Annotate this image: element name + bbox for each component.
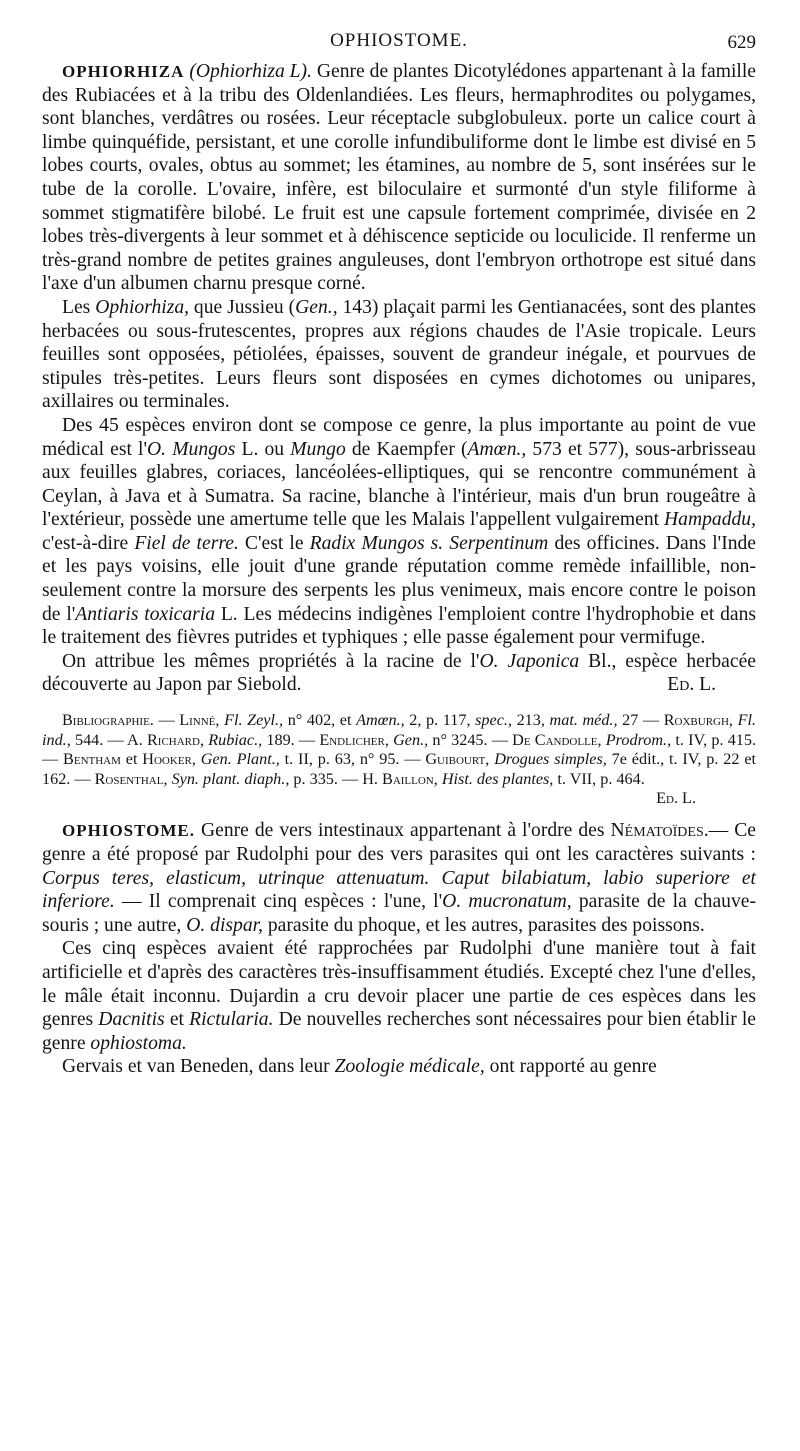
italic-run: O. mucronatum, xyxy=(442,891,572,913)
text-run: t. IV, p. 415. — xyxy=(42,730,757,769)
bibliography-label: Bibliographie. xyxy=(62,711,154,730)
italic-run: ophiostoma. xyxy=(90,1032,187,1054)
text-run: 573 et 577), sous-arbrisseau aux feuilles glabres, coriaces, lancéolées-elliptiques, qui se rencontre communément à Ceylan, à Java et à Sumatra. Sa racine, blanche à l'intérieur, mais d'un brun rougeâtre à l'extérieur, possède une amertume telle que les Malais l'appellent vulgairement xyxy=(42,438,756,531)
italic-run: Gen., xyxy=(393,730,429,749)
text-run: n° 402, et xyxy=(283,711,357,730)
text-run: L. ou xyxy=(235,438,291,460)
text-run: — Il comprenait cinq espèces : l'une, l' xyxy=(114,891,443,913)
text-run: 2, p. 117, xyxy=(404,711,476,730)
author-name: Roxburgh, xyxy=(663,711,733,730)
italic-run: O. Japonica xyxy=(479,650,580,672)
text-run: t. II, p. 63, n° 95. — xyxy=(279,750,426,769)
italic-run: Gen., xyxy=(295,296,338,318)
ophiostome-paragraph-1 xyxy=(42,819,756,937)
text-run: p. 335. — H. xyxy=(289,769,383,788)
text-run: 213, xyxy=(511,711,550,730)
italic-run: Drogues simples, xyxy=(494,750,607,769)
running-title: OPHIOSTOME. xyxy=(330,30,468,51)
text-run: Genre de plantes Dicotylédones appartenant à la famille des Rubiacées et à la tribu des Oldenlandiées. Les fleurs, hermaphrodites ou polygames, sont blanches, verdâtres ou rosées. Leur réceptacle subglobuleux. porte un calice court à limbe quinquéfide, persistant, et une corolle infundibuliforme dont le limbe est divisé en 5 lobes courts, ovales, obtus au sommet; les étamines, au nombre de 5, sont insérées sur le tube de la corolle. L'ovaire, infère, est biloculaire et surmonté d'un style filiforme à sommet stigmatifère bilobé. Le fruit est une capsule fortement comprimée, divisée en 2 lobes très-divergents à leur sommet et à déhiscence septicide ou loculicide. Il renferme un très-grand nombre de petites graines anguleuses, dont l'embryon orthotrope est situé dans l'axe d'un albumen charnu presque corné. xyxy=(42,61,756,295)
italic-run: Antiaris toxicaria xyxy=(75,603,216,625)
entry-ophiostome xyxy=(42,819,756,1079)
text-run: et xyxy=(164,1009,190,1031)
ophiostome-paragraph-2 xyxy=(42,937,756,1055)
bibliography xyxy=(42,711,757,808)
text-run: parasite du phoque, et les autres, parasites des poissons. xyxy=(262,914,705,936)
text-run: 189. — xyxy=(262,730,320,749)
italic-run: Dacnitis xyxy=(98,1009,165,1031)
text-run: Ces cinq espèces avaient été rapprochées par Rudolphi d'une manière tout à fait artificielle et d'après des caractères très-insuffisamment étudiés. Excepté chez l'une d'elles, le mâle était inconnu. Dujardin a cru devoir placer une partie de ces espèces dans les genres xyxy=(42,938,756,1031)
text-run: n° 3245. — xyxy=(428,730,513,749)
text-run: — Ce genre a été proposé par Rudolphi pour des vers parasites qui ont les caractères suivants : xyxy=(42,820,756,865)
italic-run: Prodrom., xyxy=(605,730,672,749)
page-number: 629 xyxy=(727,32,756,53)
ophiostome-paragraph-3 xyxy=(42,1055,756,1079)
italic-run: O. dispar, xyxy=(186,914,263,936)
italic-run: Syn. plant. diaph., xyxy=(171,769,290,788)
text-run: que Jussieu ( xyxy=(189,296,296,318)
italic-run: Rictularia. xyxy=(189,1009,274,1031)
ophiorhiza-paragraph-3 xyxy=(42,414,756,650)
text-run: 27 — xyxy=(617,711,664,730)
text-run: Bl., espèce herbacée découverte au Japon par Siebold. xyxy=(42,650,756,696)
text-run: Des 45 espèces environ dont se compose ce genre, la plus importante au point de vue médical est l' xyxy=(42,414,756,460)
author-name: Endlicher, xyxy=(319,730,389,749)
smallcaps-run: Nématoïdes. xyxy=(610,820,709,842)
italic-run: Ophiorhiza, xyxy=(95,296,190,318)
italic-run: Amœn., xyxy=(467,438,527,460)
italic-run: Hist. des plantes, xyxy=(441,769,554,788)
italic-run: Fl. Zeyl., xyxy=(224,711,284,730)
italic-run: Corpus teres, elasticum, utrinque attenuatum. Caput bilabiatum, labio superiore et inferiore. xyxy=(42,867,756,913)
latin-name: (Ophiorhiza L). xyxy=(189,61,312,82)
ophiorhiza-paragraph-1 xyxy=(42,60,756,296)
author-name: Linné, xyxy=(179,711,220,730)
text-run: L. Les médecins indigènes l'emploient contre l'hydrophobie et dans le traitement des fièvres putrides et typhiques ; elle passe également pour vermifuge. xyxy=(42,603,756,649)
text-run: parasite de la chauve-souris ; une autre, xyxy=(42,891,756,936)
italic-run: Radix Mungos s. Serpentinum xyxy=(309,532,549,554)
text-run: de Kaempfer ( xyxy=(345,438,468,460)
author-signature: Ed. L. xyxy=(667,674,716,696)
italic-run: Fiel de terre. xyxy=(134,532,239,554)
author-name: Bentham xyxy=(63,750,121,769)
text-run: Les xyxy=(62,296,96,318)
bibliography-signature: Ed. L. xyxy=(656,789,696,808)
entry-ophiorhiza xyxy=(42,60,757,808)
text-run: 7e édit., t. IV, p. 22 et 162. — xyxy=(42,750,757,788)
author-name: Hooker, xyxy=(142,750,196,769)
text-run: des officines. Dans l'Inde et les pays voisins, elle jouit d'une grande réputation comme remède infaillible, non-seulement contre la morsure des serpents les plus venimeux, mais encore contre le poison de l' xyxy=(42,532,757,625)
italic-run: Mungo xyxy=(290,438,346,460)
italic-run: Rubiac., xyxy=(208,730,263,749)
italic-run: spec., xyxy=(475,711,512,730)
italic-run: Fl. ind., xyxy=(42,711,757,749)
text-run: c'est-à-dire xyxy=(42,532,135,554)
italic-run: O. Mungos xyxy=(147,438,236,460)
text-run: 544. — A. xyxy=(70,730,147,749)
text-run: De nouvelles recherches sont nécessaires pour bien établir le genre xyxy=(42,1009,757,1054)
author-name: Baillon, xyxy=(382,769,438,788)
text-run: — xyxy=(153,711,180,730)
text-run: Genre de vers intestinaux appartenant à l'ordre des xyxy=(195,820,611,842)
author-name: Richard, xyxy=(146,730,204,749)
text-run: ont rapporté au genre xyxy=(484,1056,657,1078)
text-run: t. VII, p. 464. xyxy=(553,769,645,788)
author-name: Rosenthal, xyxy=(94,769,168,788)
italic-run: Amœn., xyxy=(356,711,405,730)
italic-run: mat. méd., xyxy=(549,711,618,730)
ophiorhiza-paragraph-4 xyxy=(42,650,756,697)
text-run: et xyxy=(120,750,143,769)
entry-heading-ophiorhiza: OPHIORHIZA xyxy=(62,62,185,81)
author-name: Guibourt, xyxy=(425,750,490,769)
italic-run: Gen. Plant., xyxy=(200,750,280,769)
author-name: De Candolle, xyxy=(512,730,602,749)
entry-heading-ophiostome: OPHIOSTOME. xyxy=(62,821,196,841)
italic-run: Zoologie médicale, xyxy=(334,1056,485,1078)
text-run: On attribue les mêmes propriétés à la racine de l' xyxy=(62,650,480,672)
text-run: Gervais et van Beneden, dans leur xyxy=(62,1056,335,1078)
italic-run: Hampaddu, xyxy=(664,509,756,531)
text-run: 143) plaçait parmi les Gentianacées, sont des plantes herbacées ou sous-frutescentes, propres aux régions chaudes de l'Asie tropicale. Leurs feuilles sont opposées, pétiolées, épaisses, souvent de grandeur inégale, et pourvues de stipules très-petites. Leurs fleurs sont disposées en cymes dichotomes ou unipares, axillaires ou terminales. xyxy=(42,296,757,413)
ophiorhiza-paragraph-2 xyxy=(42,296,756,414)
text-run: C'est le xyxy=(238,532,310,554)
page-header xyxy=(42,0,756,54)
